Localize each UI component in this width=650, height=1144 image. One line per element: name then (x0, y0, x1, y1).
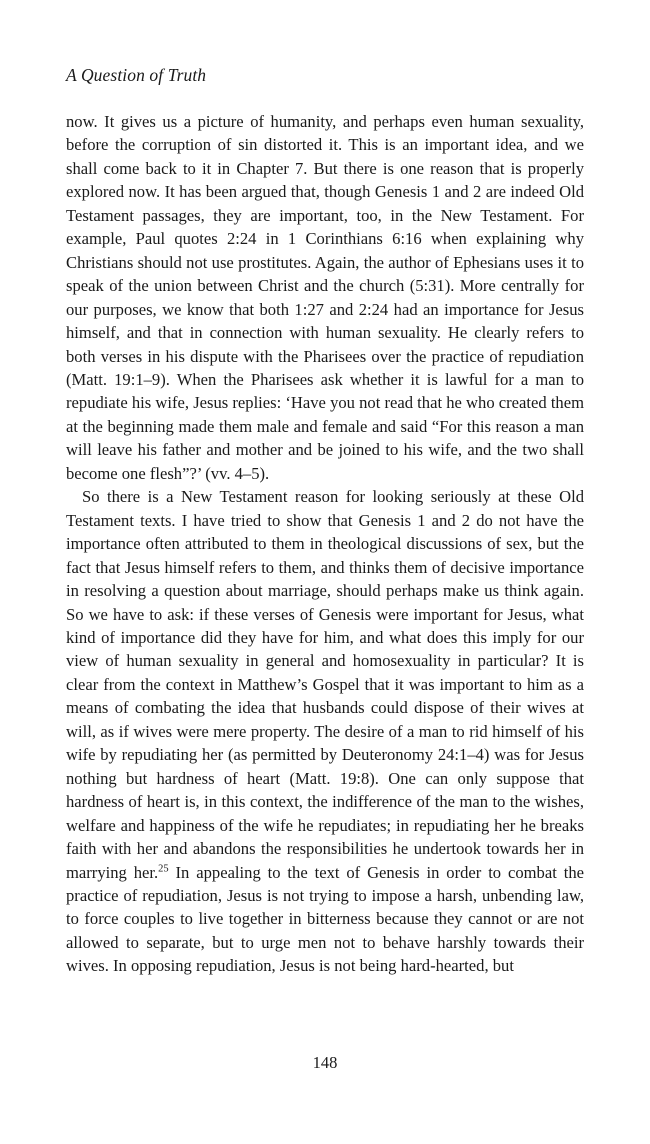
paragraph-text-after-note: In appealing to the text of Genesis in order to combat the practice of repudiation, Jesus is not trying to impose a harsh, unbending law, to force couples to live together in bitterness because they cannot or are not allowed to separate, but to urge men not to behave harshly towards their wives. In opposing repudiation, Jesus is not being hard-hearted, but (66, 862, 584, 976)
page-number: 148 (312, 1053, 338, 1072)
running-head-title: A Question of Truth (66, 65, 207, 85)
paragraph-continuation: now. It gives us a picture of humanity, and perhaps even human sexuality, before the corruption of sin distorted it. This is an important idea, and we shall come back to it in Chapter 7. But there is one reason that is properly explored now. It has been argued that, though Genesis 1 and 2 are indeed Old Testament passages, they are important, too, in the New Testament. For example, Paul quotes 2:24 in 1 Corinthians 6:16 when explaining why Christians should not use prostitutes. Again, the author of Ephesians uses it to speak of the union between Christ and the church (5:31). More centrally for our purposes, we know that both 1:27 and 2:24 had an importance for Jesus himself, and that in connection with human sexuality. He clearly refers to both verses in his dispute with the Pharisees over the practice of repudiation (Matt. 19:1–9). When the Pharisees ask whether it is lawful for a man to repudiate his wife, Jesus replies: ‘Have you not read that he who created them at the beginning made them male and female and said “For this reason a man will leave his father and mother and be joined to his wife, and the two shall become one flesh”?’ (vv. 4–5). (66, 112, 584, 483)
footnote-reference: 25 (158, 862, 169, 874)
paragraph-text-before-note: So there is a New Testament reason for looking seriously at these Old Testament texts. I have tried to show that Genesis 1 and 2 do not have the importance often attributed to them in theological discussions of sex, but the fact that Jesus himself refers to them, and thinks them of decisive importance in resolving a question about marriage, should perhaps make us think again. So we have to ask: if these verses of Genesis were important for Jesus, what kind of importance did they have for him, and what does this imply for our view of human sexuality in general and homosexuality in particular? It is clear from the context in Matthew’s Gospel that it was important to him as a means of combating the idea that husbands could dispose of their wives at will, as if wives were mere property. The desire of a man to rid himself of his wife by repudiating her (as permitted by Deuteronomy 24:1–4) was for Jesus nothing but hardness of heart (Matt. 19:8). One can only suppose that hardness of heart is, in this context, the indifference of the man to the wishes, welfare and happiness of the wife he repudiates; in repudiating her he breaks faith with her and abandons the responsibilities he undertook towards her in marrying her. (66, 487, 584, 882)
main-text-block (66, 110, 584, 978)
paragraph-new-testament-reason (66, 485, 584, 978)
